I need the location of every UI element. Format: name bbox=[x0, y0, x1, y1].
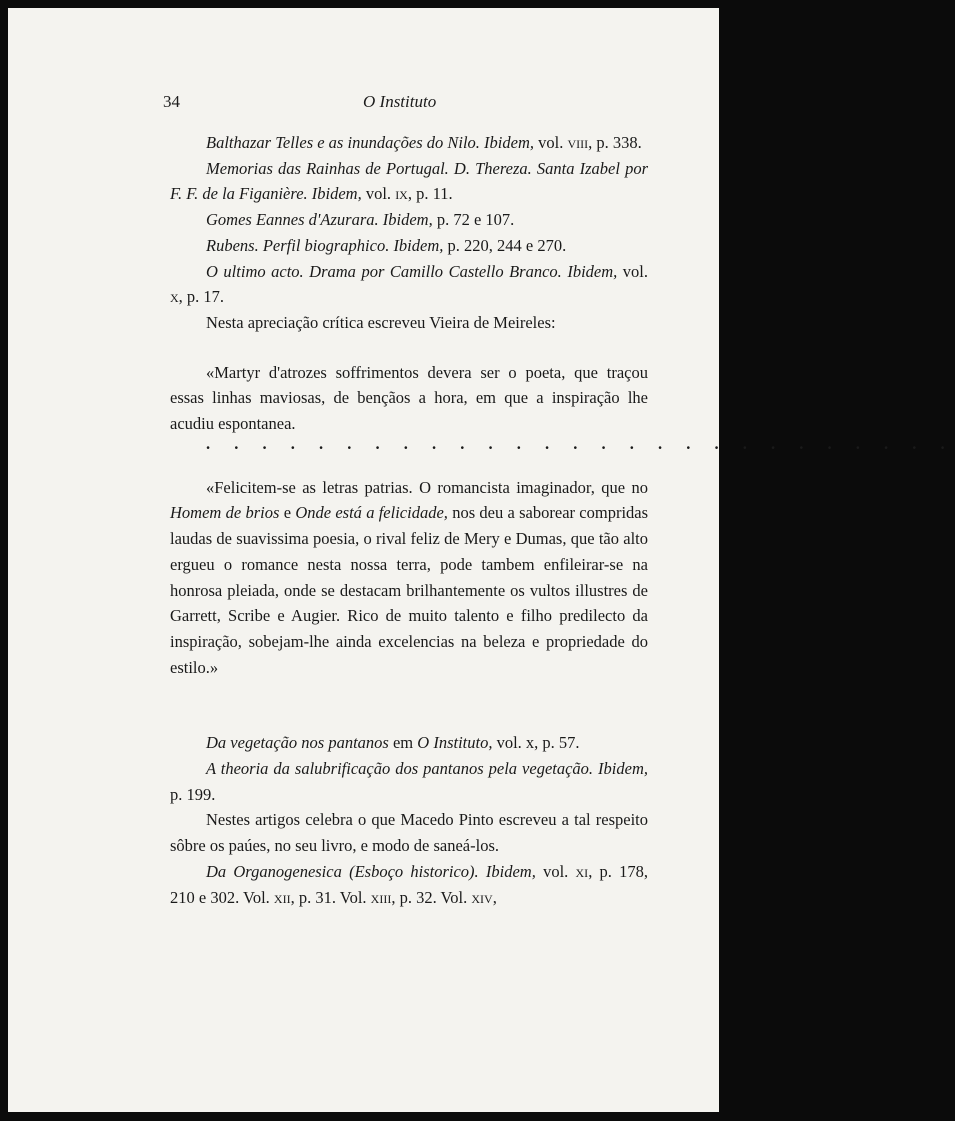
page-body bbox=[170, 130, 955, 910]
entry-organogenesica: Da Organogenesica (Esboço historico). Ibidem, vol. xi, p. 178, 210 e 302. Vol. xii, p. 31. Vol. xiii, p. 32. Vol. xiv, bbox=[170, 861, 649, 907]
entry-rubens: Rubens. Perfil biographico. Ibidem, p. 220, 244 e 270. bbox=[206, 235, 567, 255]
ellipsis-separator: . . . . . . . . . . . . . . . . . . . . . . . . . . . bbox=[206, 433, 955, 453]
quote-martyr: «Martyr d'atrozes soffrimentos devera ser o poeta, que traçou essas linhas maviosas, de bençãos a hora, em que a inspiração lhe acudiu espontanea. bbox=[170, 362, 648, 434]
entry-vegetacao-pantanos: Da vegetação nos pantanos em O Instituto, vol. x, p. 57. bbox=[206, 733, 580, 753]
page-number: 34 bbox=[163, 92, 180, 111]
critique-intro: Nesta apreciação crítica escreveu Vieira de Meireles: bbox=[206, 312, 556, 332]
macedo-pinto-note: Nestes artigos celebra o que Macedo Pinto escreveu a tal respeito sôbre os paúes, no seu livro, e modo de saneá-los. bbox=[170, 810, 648, 856]
entry-gomes-eannes: Gomes Eannes d'Azurara. Ibidem, p. 72 e 107. bbox=[206, 210, 515, 230]
quote-felicitem: «Felicitem-se as letras patrias. O romancista imaginador, que no Homem de brios e Onde está a felicidade, nos deu a saborear compridas laudas de suavissima poesia, o rival feliz de Mery e Dumas, que tão alto ergueu o romance nesta nossa terra, pode tambem enfileirar-se na honrosa pleiada, onde se destacam brilhantemente os vultos illustres de Garrett, Scribe e Augier. Rico de muito talento e filho predilecto da inspiração, sobejam-lhe ainda excelencias na beleza e propriedade do estilo.» bbox=[170, 477, 649, 677]
entry-ultimo-acto: O ultimo acto. Drama por Camillo Castello Branco. Ibidem, vol. x, p. 17. bbox=[170, 261, 649, 307]
book-page bbox=[8, 8, 955, 1112]
page-header bbox=[163, 92, 659, 116]
running-title: O Instituto bbox=[363, 92, 437, 111]
entry-theoria-salubrificacao: A theoria da salubrificação dos pantanos pela vegetação. Ibidem, p. 199. bbox=[170, 759, 648, 804]
entry-balthazar-telles: Balthazar Telles e as inundações do Nilo. Ibidem, vol. viii, p. 338. bbox=[206, 133, 642, 152]
entry-memorias-rainhas: Memorias das Rainhas de Portugal. D. Thereza. Santa Izabel por F. F. de la Figanière. Ibidem, vol. ix, p. 11. bbox=[170, 158, 648, 204]
